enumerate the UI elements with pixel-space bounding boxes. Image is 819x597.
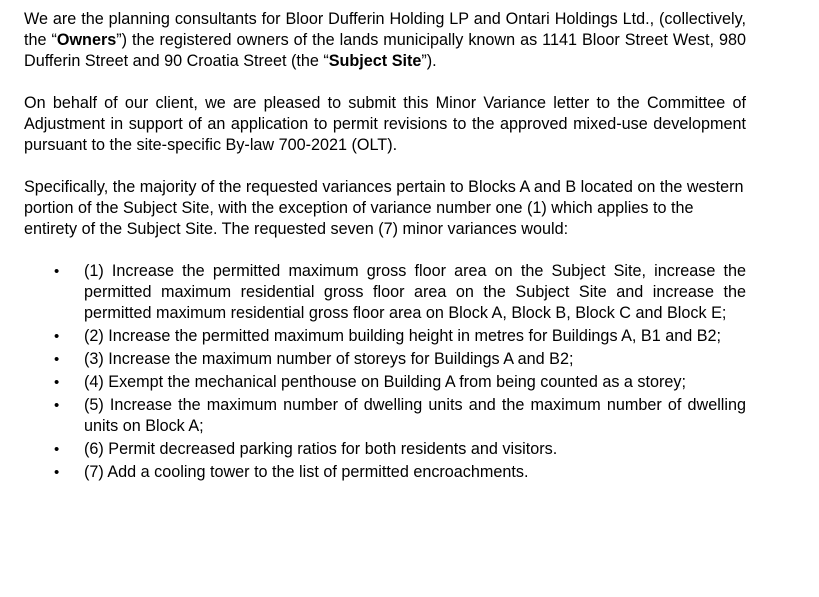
variance-text: (1) Increase the permitted maximum gross floor area on the Subject Site, increase the permitted maximum residential gross floor area on the Subject Site and increase the permitted maximum residential gross floor area on Block A, Block B, Block C and Block E;: [84, 262, 746, 322]
list-item: [24, 326, 746, 347]
list-item: [24, 462, 746, 483]
variance-text: (7) Add a cooling tower to the list of permitted encroachments.: [84, 463, 529, 481]
list-item: [24, 261, 746, 324]
purpose-paragraph: On behalf of our client, we are pleased to submit this Minor Variance letter to the Committee of Adjustment in support of an application to permit revisions to the approved mixed-use development pursuant to the site-specific By-law 700-2021 (OLT).: [24, 94, 746, 154]
list-item: [24, 439, 746, 460]
variance-list: [24, 261, 746, 483]
intro-text-3: ”).: [421, 52, 437, 70]
bullet-icon: •: [54, 263, 60, 280]
intro-paragraph: [24, 9, 746, 72]
list-item: [24, 395, 746, 437]
variance-text: (5) Increase the maximum number of dwelling units and the maximum number of dwelling units on Block A;: [84, 396, 746, 435]
subject-site-term: Subject Site: [328, 52, 422, 70]
variance-text: (2) Increase the permitted maximum building height in metres for Buildings A, B1 and B2;: [84, 327, 722, 345]
bullet-icon: •: [54, 441, 60, 458]
variances-intro-paragraph: Specifically, the majority of the requested variances pertain to Blocks A and B located on the western portion of the Subject Site, with the exception of variance number one (1) which applies to the entirety of the Subject Site. The requested seven (7) minor variances would:: [24, 178, 744, 238]
variance-text: (4) Exempt the mechanical penthouse on Building A from being counted as a storey;: [84, 373, 686, 391]
owners-term: Owners: [56, 31, 117, 49]
bullet-icon: •: [54, 464, 60, 481]
bullet-icon: •: [54, 374, 60, 391]
intro-text-1: We are the planning consultants for Bloor Dufferin Holding LP and Ontari Holdings Ltd., (collectively, the “: [24, 10, 746, 49]
bullet-icon: •: [54, 328, 60, 345]
variance-text: (6) Permit decreased parking ratios for both residents and visitors.: [84, 440, 558, 458]
variance-text: (3) Increase the maximum number of storeys for Buildings A and B2;: [84, 350, 574, 368]
bullet-icon: •: [54, 351, 60, 368]
intro-text-2: ”) the registered owners of the lands municipally known as 1141 Bloor Street West, 980 Dufferin Street and 90 Croatia Street (the “: [24, 31, 746, 70]
letter-body: [24, 9, 746, 485]
list-item: [24, 372, 746, 393]
bullet-icon: •: [54, 397, 60, 414]
list-item: [24, 349, 746, 370]
